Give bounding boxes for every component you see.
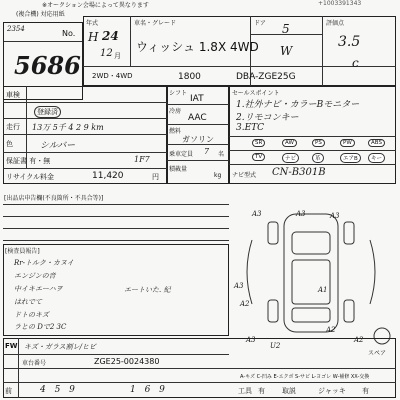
option-abs: ABS [368,139,385,147]
lot-no-label: No. [62,29,76,38]
damage-mark-6: A1 [318,286,328,294]
inspector-title: [検査員報告] [5,248,40,255]
damage-mark-4: A3 [234,282,244,290]
lot-small: 2354 [7,25,25,33]
fuel: ガソリン [182,135,214,144]
roof [292,260,330,304]
warranty: 保証書 有・無 [6,157,51,165]
mileage-value: 13万 5千 4 2 9 km [32,123,104,132]
inspector-note-5: ドトのキズ [14,311,49,319]
option-navi: ナビ [282,153,299,163]
header-sub-line: (複合機) 対応用紙 [16,11,65,18]
recycle-fee: 11,420 [92,171,124,181]
sales-point-1: 1.社外ナビ・カラーBモニター [236,100,360,110]
fuel-label: 燃料 [169,128,182,135]
year: 24 [102,29,119,43]
chassis-label: 車台番号 [22,360,47,367]
front-windshield [292,232,330,254]
rear-window [292,308,330,322]
option-tv: TV [252,153,265,161]
damage-mark-3: A3 [330,212,340,220]
rear-values: 1 6 9 [130,385,168,395]
month-unit: 月 [114,52,121,60]
front-left-tire [268,222,278,244]
shift: IAT [190,94,204,104]
ac-label: 冷房 [169,108,182,115]
option-sr: SR [252,139,265,147]
right-side-outline [370,240,375,304]
load-unit: kg [214,172,222,179]
displacement: 1800 [178,72,201,82]
inspector-note-3: 中イキエーハヲ [14,285,63,293]
left-side-outline [247,240,252,304]
sales-point-3: 3.ETC [236,123,265,133]
drive: 2WD・4WD [92,72,133,80]
interior-grade: c [352,56,359,70]
registration: 登録済 [34,106,61,118]
option-pw: PW [340,139,355,147]
color: シルバー [40,141,76,151]
car-damage-diagram [232,200,396,350]
shape: W [280,44,293,58]
capacity-label: 乗車定員 [169,151,194,158]
month: 12 [100,48,113,59]
ac: AAC [188,113,207,123]
score-label: 評価点 [326,20,345,27]
doors: 5 [282,22,290,36]
model-label: 車名・グレード [134,20,177,27]
damage-mark-7: A3 [246,336,256,344]
capacity-unit: 名 [218,151,225,158]
damage-mark-1: A3 [252,210,262,218]
header-top-line: ※オークション会場によって異なります [42,2,149,9]
damage-mark-2: A3 [296,210,306,218]
spare-label: スペア [368,350,387,357]
damage-mark-5: A2 [240,300,250,308]
front-values: 4 5 9 [40,385,78,395]
sales-points-title: セールスポイント [232,90,280,97]
option-aw: AW [282,139,297,147]
doors-label: ドア [254,20,266,27]
mileage-label: 走行 [6,123,20,131]
front-right-tire [344,222,354,244]
fw-label: FW [5,342,18,350]
capacity: 7 [204,147,210,156]
load-label: 積載量 [169,166,188,173]
rear-left-tire [268,300,278,322]
front-label: 前 [5,387,12,395]
damage-mark-9: A2 [326,326,336,334]
year-label: 年式 [86,20,99,27]
chassis-model: DBA-ZGE25G [236,72,296,82]
option-ps: PS [312,139,325,147]
seller-note-label: [出品店申告欄(不良箇所・不具合等)] [4,195,104,202]
damage-mark-8: U2 [270,342,281,350]
model: ウィッシュ 1.8X 4WD [136,40,259,54]
inspector-note-4: はれでて [14,298,42,306]
inspector-note-6: ラとの Dで2 3C [14,323,67,331]
fax-number: +1003391343 [318,0,362,7]
navi-model-label: ナビ型式 [232,172,257,179]
lot-number: 5686 [14,51,81,80]
left-spec-table [3,86,167,184]
damage-legend: A-キズ C-凹み E-エクボ S-サビ L-ヨゴレ W-補修 XX-交換 [240,374,370,380]
jack-label: ジャッキ [318,387,346,395]
chassis-number: ZGE25-0024380 [94,357,160,366]
rear-right-tire [344,300,354,322]
era: H [88,30,99,44]
color-code: 1F7 [134,155,150,164]
tools-value: 有 [258,387,265,395]
score: 3.5 [338,34,361,50]
option-airbag: エアB [340,153,361,163]
manual-label: 取説 [282,387,296,395]
tools-label: 工具 [238,387,252,395]
fw-text: キズ・ガラス割レ/ヒビ [24,343,97,351]
navi-model: CN-B301B [272,167,326,178]
option-key: キー [368,153,385,163]
color-label: 色 [6,140,13,148]
damage-mark-10: A2 [354,336,364,344]
jack-value: 有 [362,387,369,395]
recycle-label: リサイクル料金 [6,173,55,181]
shift-label: シフト [169,90,188,97]
option-leather: 革 [312,153,324,163]
inspector-note-2: エンジンの音 [14,272,56,280]
sales-point-2: 2.リモコンキー [236,113,299,123]
recycle-unit: 円 [152,173,159,181]
inspector-right-note: エートいた. 紀 [124,286,171,294]
inspection-label: 車検 [6,91,20,99]
inspector-note-1: Rr-トルク・カヌイ [14,259,74,267]
